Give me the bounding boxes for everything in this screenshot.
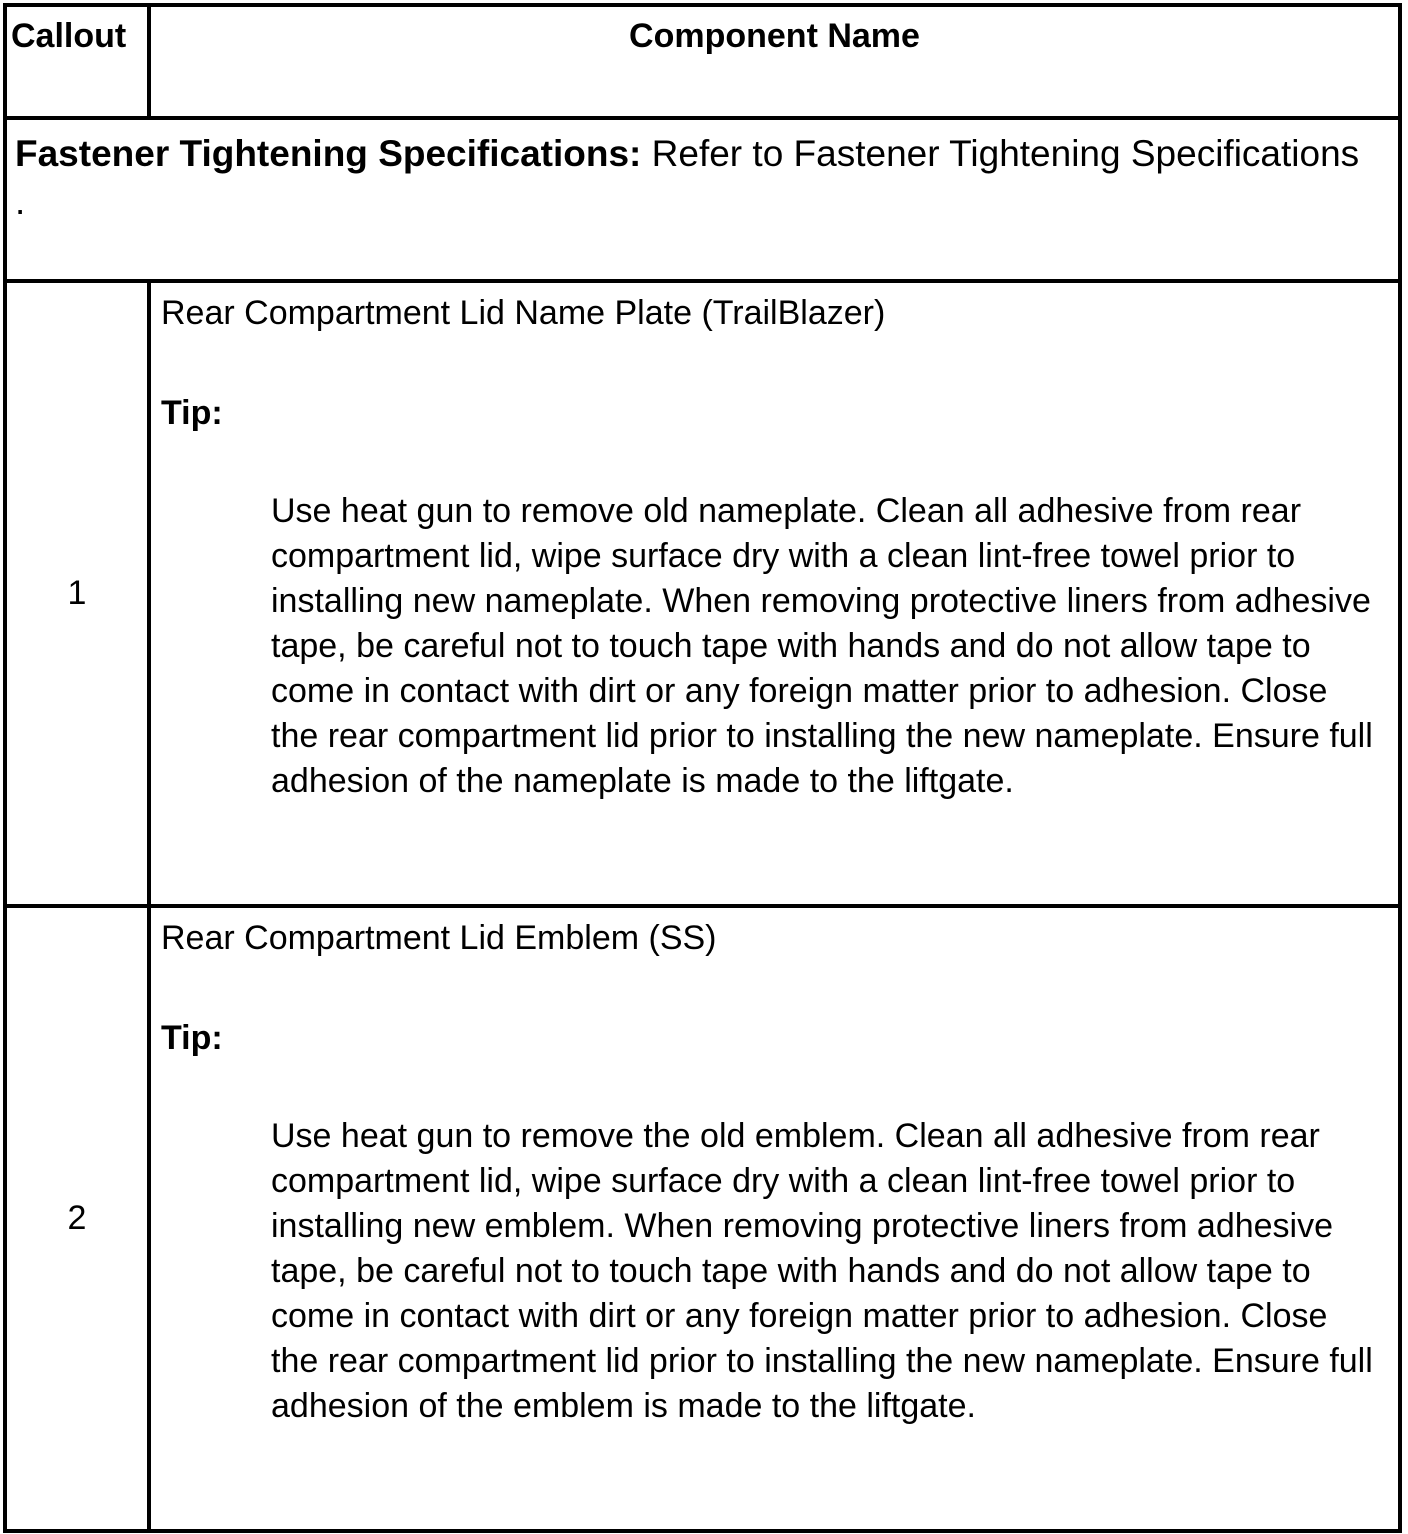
component-name-column-header: Component Name <box>149 5 1400 118</box>
tip-label: Tip: <box>161 394 223 432</box>
component-name: Rear Compartment Lid Name Plate (TrailBlazer) <box>161 294 886 332</box>
table-header-row <box>5 5 1400 118</box>
callout-number: 2 <box>5 906 149 1531</box>
callout-column-header: Callout <box>5 5 149 118</box>
fastener-specs-cell <box>5 118 1400 281</box>
component-cell <box>149 906 1400 1531</box>
table-row <box>5 906 1400 1531</box>
tip-text: Use heat gun to remove the old emblem. Clean all adhesive from rear compartment lid, wipe surface dry with a clean lint-free towel prior to installing new emblem. When removing protective liners from adhesive tape, be careful not to touch tape with hands and do not allow tape to come in contact with dirt or any foreign matter prior to adhesion. Close the rear compartment lid prior to installing the new nameplate. Ensure full adhesion of the emblem is made to the liftgate. <box>271 1117 1373 1425</box>
table-row <box>5 281 1400 906</box>
fastener-specs-row <box>5 118 1400 281</box>
fastener-specs-text: Refer to Fastener Tightening Specifications <box>641 133 1360 174</box>
callout-number: 1 <box>5 281 149 906</box>
component-table <box>3 3 1402 1533</box>
tip-text: Use heat gun to remove old nameplate. Clean all adhesive from rear compartment lid, wipe surface dry with a clean lint-free towel prior to installing new nameplate. When removing protective liners from adhesive tape, be careful not to touch tape with hands and do not allow tape to come in contact with dirt or any foreign matter prior to adhesion. Close the rear compartment lid prior to installing the new nameplate. Ensure full adhesion of the nameplate is made to the liftgate. <box>271 492 1373 800</box>
fastener-specs-trailing: . <box>15 181 26 222</box>
tip-label: Tip: <box>161 1019 223 1057</box>
component-name: Rear Compartment Lid Emblem (SS) <box>161 919 717 957</box>
fastener-specs-label: Fastener Tightening Specifications: <box>15 133 642 174</box>
component-cell <box>149 281 1400 906</box>
